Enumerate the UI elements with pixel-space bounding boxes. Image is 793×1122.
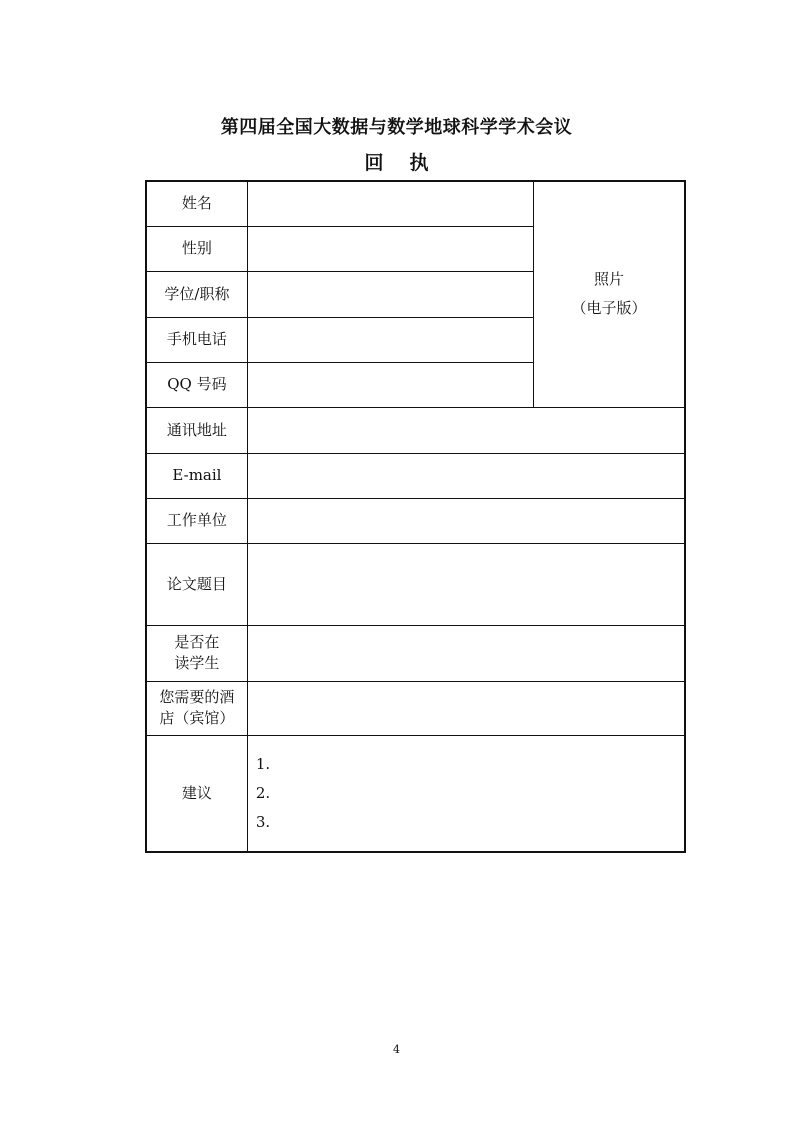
student-label-line1: 是否在	[174, 633, 220, 651]
document-title: 第四届全国大数据与数学地球科学学术会议	[220, 117, 573, 138]
degree-label: 学位/职称	[146, 271, 247, 317]
table-row	[146, 181, 685, 226]
hotel-label-line1: 您需要的酒	[159, 688, 235, 706]
table-row	[146, 625, 685, 681]
suggestion-item-1: 1.	[255, 754, 271, 773]
paper-title-field[interactable]	[247, 543, 685, 625]
suggestion-field[interactable]	[247, 735, 685, 852]
name-label: 姓名	[146, 181, 247, 226]
address-field[interactable]	[247, 407, 685, 453]
table-row	[146, 407, 685, 453]
student-label	[146, 625, 247, 681]
name-field[interactable]	[247, 181, 533, 226]
photo-label: 照片	[593, 270, 624, 289]
work-unit-field[interactable]	[247, 498, 685, 543]
work-unit-label: 工作单位	[146, 498, 247, 543]
table-row	[146, 498, 685, 543]
photo-note: （电子版）	[571, 299, 647, 318]
table-row	[146, 735, 685, 852]
gender-label: 性别	[146, 226, 247, 271]
suggestion-item-3: 3.	[255, 812, 271, 831]
suggestion-item-2: 2.	[255, 783, 271, 802]
gender-field[interactable]	[247, 226, 533, 271]
hotel-label-line2: 店（宾馆）	[159, 709, 235, 727]
page-number: 4	[393, 1043, 400, 1056]
hotel-label	[146, 681, 247, 735]
phone-label: 手机电话	[146, 317, 247, 362]
suggestion-label: 建议	[146, 735, 247, 852]
paper-title-label: 论文题目	[146, 543, 247, 625]
student-field[interactable]	[247, 625, 685, 681]
table-row	[146, 453, 685, 498]
address-label: 通讯地址	[146, 407, 247, 453]
table-row	[146, 543, 685, 625]
email-label: E-mail	[146, 453, 247, 498]
document-subtitle: 回执	[364, 152, 455, 174]
qq-label: QQ 号码	[146, 362, 247, 407]
photo-cell[interactable]	[533, 181, 685, 407]
email-field[interactable]	[247, 453, 685, 498]
table-row	[146, 681, 685, 735]
hotel-field[interactable]	[247, 681, 685, 735]
degree-field[interactable]	[247, 271, 533, 317]
qq-field[interactable]	[247, 362, 533, 407]
phone-field[interactable]	[247, 317, 533, 362]
student-label-line2: 读学生	[174, 654, 220, 672]
registration-form-table	[145, 180, 686, 853]
